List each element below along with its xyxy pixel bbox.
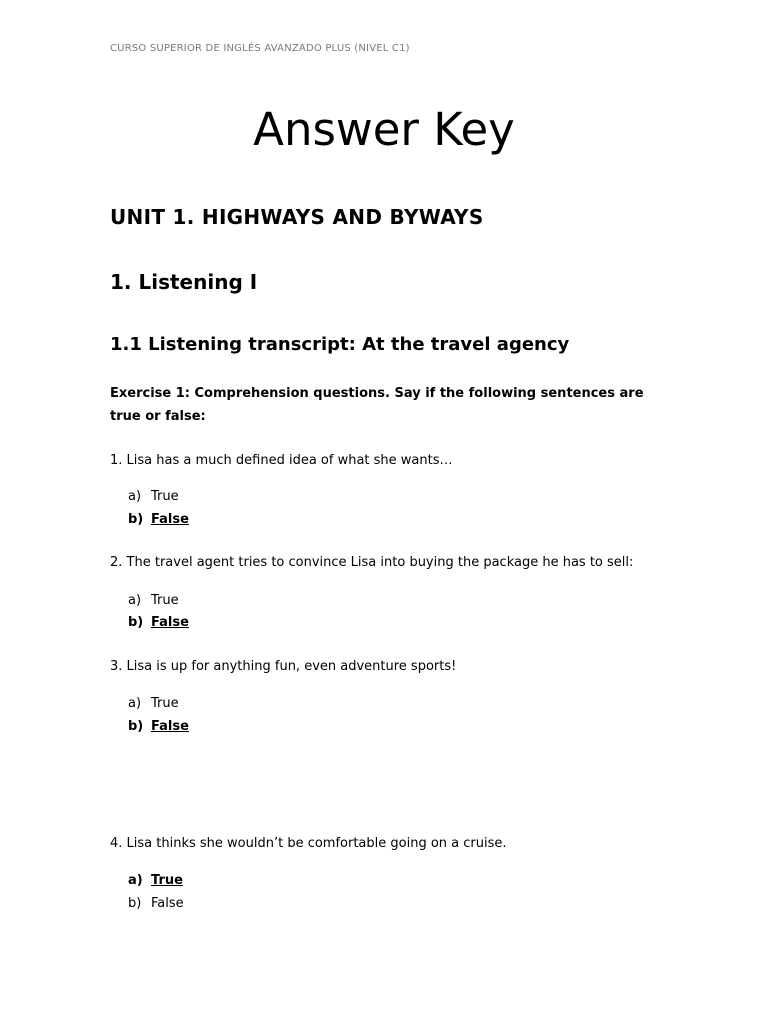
question-1: 1. Lisa has a much defined idea of what she wants… [110, 453, 453, 468]
question-3-option-b-correct [128, 719, 189, 734]
option-letter: a) [128, 593, 142, 608]
question-3-option-a [128, 696, 179, 711]
exercise-instruction-line-2: true or false: [110, 409, 206, 424]
option-letter: a) [128, 696, 142, 711]
section-heading: 1. Listening I [110, 270, 258, 294]
exercise-instruction-line-1: Exercise 1: Comprehension questions. Say if the following sentences are [110, 386, 644, 401]
question-4-option-b [128, 896, 184, 911]
option-text: False [151, 896, 184, 911]
question-2-option-a [128, 593, 179, 608]
option-text: True [151, 873, 183, 888]
option-letter: a) [128, 489, 142, 504]
question-4: 4. Lisa thinks she wouldn’t be comfortable going on a cruise. [110, 836, 507, 851]
option-letter: b) [128, 896, 142, 911]
option-text: True [151, 593, 179, 608]
unit-heading: UNIT 1. HIGHWAYS AND BYWAYS [110, 205, 484, 229]
option-letter: a) [128, 873, 143, 888]
question-1-option-b-correct [128, 512, 189, 527]
option-text: False [151, 512, 189, 527]
question-2: 2. The travel agent tries to convince Lisa into buying the package he has to sell: [110, 555, 634, 570]
running-header: CURSO SUPERIOR DE INGLÉS AVANZADO PLUS (NIVEL C1) [110, 43, 410, 54]
option-text: True [151, 489, 179, 504]
option-letter: b) [128, 615, 144, 630]
option-text: False [151, 615, 189, 630]
question-2-option-b-correct [128, 615, 189, 630]
option-letter: b) [128, 719, 144, 734]
option-letter: b) [128, 512, 144, 527]
document-title: Answer Key [253, 103, 515, 156]
question-3: 3. Lisa is up for anything fun, even adventure sports! [110, 659, 457, 674]
option-text: True [151, 696, 179, 711]
question-1-option-a [128, 489, 179, 504]
question-4-option-a-correct [128, 873, 183, 888]
subsection-heading: 1.1 Listening transcript: At the travel agency [110, 334, 570, 355]
option-text: False [151, 719, 189, 734]
